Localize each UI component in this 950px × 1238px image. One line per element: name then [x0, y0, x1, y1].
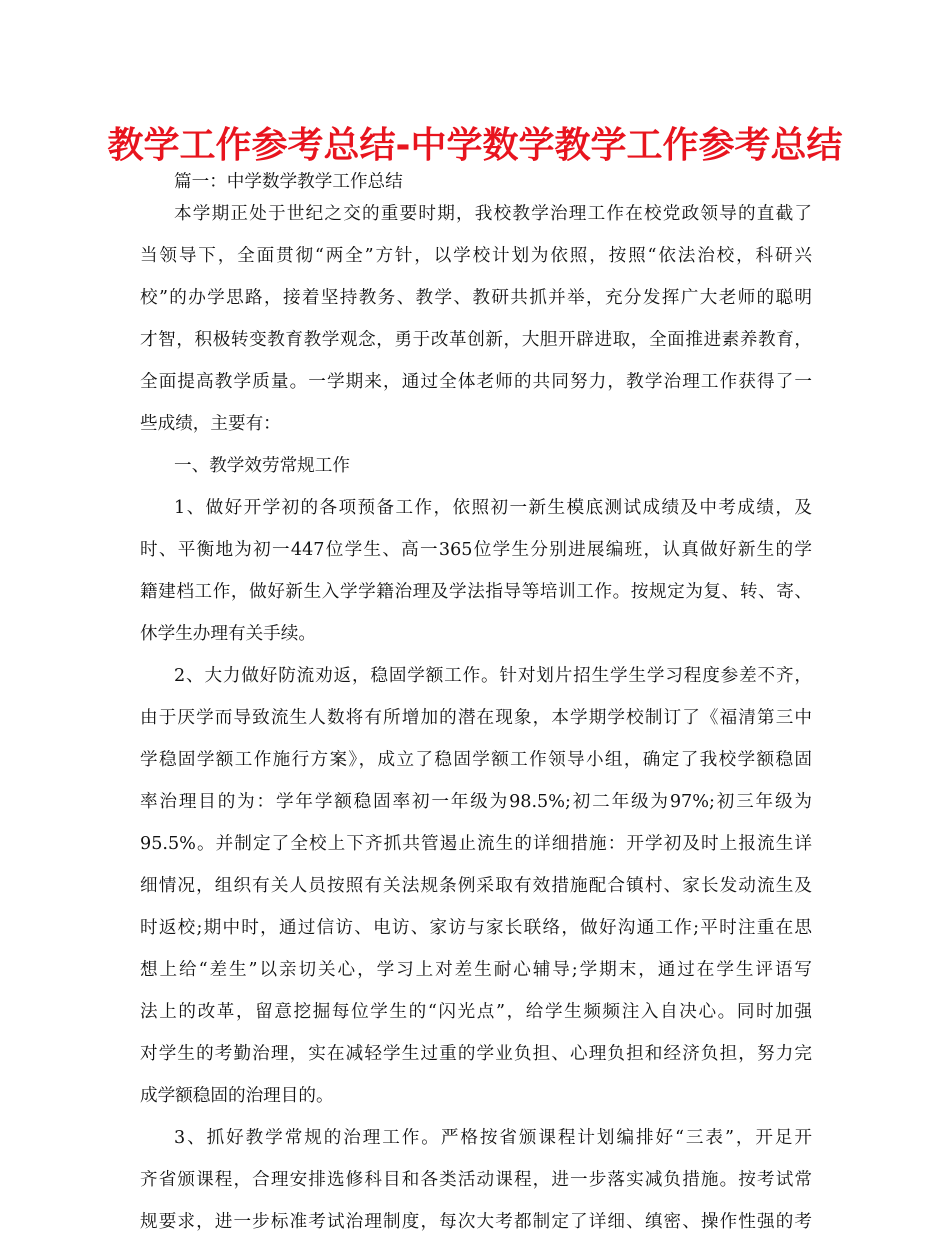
- paragraph-line: 法上的改革，留意挖掘每位学生的“闪光点”，给学生频频注入自决心。同时加强: [140, 1002, 812, 1022]
- paragraph-line: 规要求，进一步标准考试治理制度，每次大考都制定了详细、缜密、操作性强的考: [140, 1212, 812, 1232]
- paragraph-line: 对学生的考勤治理，实在减轻学生过重的学业负担、心理负担和经济负担，努力完: [140, 1044, 812, 1064]
- document-title: 教学工作参考总结-中学数学教学工作参考总结: [107, 125, 843, 166]
- paragraph-line: 籍建档工作，做好新生入学学籍治理及学法指导等培训工作。按规定为复、转、寄、: [140, 582, 812, 602]
- paragraph-line: 细情况，组织有关人员按照有关法规条例采取有效措施配合镇村、家长发动流生及: [140, 876, 812, 896]
- paragraph-line: 本学期正处于世纪之交的重要时期，我校教学治理工作在校党政领导的直截了: [174, 204, 812, 224]
- paragraph-line: 学稳固学额工作施行方案》，成立了稳固学额工作领导小组，确定了我校学额稳固: [140, 750, 812, 770]
- paragraph-line: 齐省颁课程，合理安排选修科目和各类活动课程，进一步落实减负措施。按考试常: [140, 1170, 812, 1190]
- paragraph-line: 校”的办学思路，接着坚持教务、教学、教研共抓并举，充分发挥广大老师的聪明: [140, 288, 812, 308]
- document-body: [140, 166, 812, 1238]
- paragraph-line: 时返校;期中时，通过信访、电访、家访与家长联络，做好沟通工作;平时注重在思: [140, 918, 812, 938]
- section-heading-part-one: 篇一：中学数学教学工作总结: [174, 172, 403, 192]
- paragraph-line: 全面提高教学质量。一学期来，通过全体老师的共同努力，教学治理工作获得了一: [140, 372, 812, 392]
- paragraph-line: 时、平衡地为初一447位学生、高一365位学生分别进展编班，认真做好新生的学: [140, 540, 812, 560]
- paragraph-line: 成学额稳固的治理目的。: [140, 1086, 334, 1106]
- paragraph-line: 1、做好开学初的各项预备工作，依照初一新生模底测试成绩及中考成绩，及: [174, 498, 812, 518]
- paragraph-line: 率治理目的为：学年学额稳固率初一年级为98.5%;初二年级为97%;初三年级为: [140, 792, 812, 812]
- paragraph-line: 休学生办理有关手续。: [140, 624, 316, 644]
- paragraph-line: 2、大力做好防流劝返，稳固学额工作。针对划片招生学生学习程度参差不齐，: [174, 666, 812, 686]
- paragraph-line: 当领导下，全面贯彻“两全”方针，以学校计划为依照，按照“依法治校，科研兴: [140, 246, 812, 266]
- section-heading: 一、教学效劳常规工作: [174, 456, 350, 476]
- paragraph-line: 些成绩，主要有：: [140, 414, 281, 434]
- paragraph-line: 想上给“差生”以亲切关心，学习上对差生耐心辅导;学期末，通过在学生评语写: [140, 960, 812, 980]
- paragraph-line: 95.5%。并制定了全校上下齐抓共管遏止流生的详细措施：开学初及时上报流生详: [140, 834, 812, 854]
- paragraph-line: 由于厌学而导致流生人数将有所增加的潜在现象，本学期学校制订了《福清第三中: [140, 708, 812, 728]
- paragraph-line: 3、抓好教学常规的治理工作。严格按省颁课程计划编排好“三表”，开足开: [174, 1128, 812, 1148]
- paragraph-line: 才智，积极转变教育教学观念，勇于改革创新，大胆开辟进取，全面推进素养教育，: [140, 330, 812, 350]
